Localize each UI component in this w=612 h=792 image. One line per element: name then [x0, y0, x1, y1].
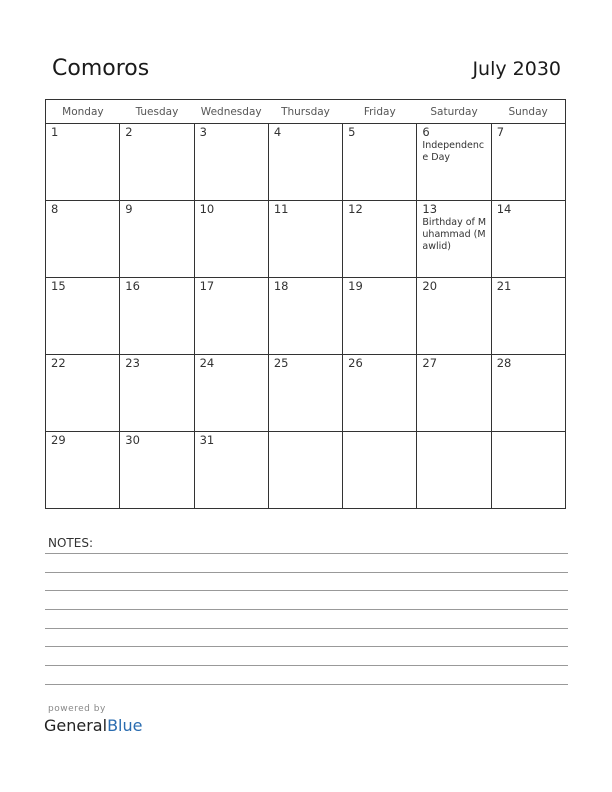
day-cell[interactable]: [120, 432, 194, 509]
day-cell[interactable]: [268, 124, 342, 201]
day-cell[interactable]: [417, 278, 491, 355]
day-cell[interactable]: [120, 355, 194, 432]
note-line: [45, 684, 568, 685]
day-number: 13: [422, 202, 438, 216]
day-cell[interactable]: [268, 355, 342, 432]
day-cell[interactable]: [491, 355, 565, 432]
day-number: 1: [51, 125, 59, 139]
day-number: 11: [273, 202, 289, 216]
day-number: 8: [51, 202, 59, 216]
day-number: 25: [273, 356, 289, 370]
brand-general-text: General: [44, 716, 108, 735]
day-number: 21: [496, 279, 512, 293]
weekday-header: Thursday: [268, 100, 342, 124]
day-cell[interactable]: [268, 432, 342, 509]
week-row: [46, 124, 566, 201]
day-cell[interactable]: [46, 355, 120, 432]
weekday-header: Tuesday: [120, 100, 194, 124]
weekday-header: Friday: [343, 100, 417, 124]
day-number: 29: [51, 433, 66, 447]
day-number: 9: [125, 202, 133, 216]
weekday-header: Sunday: [491, 100, 565, 124]
day-cell[interactable]: [268, 278, 342, 355]
day-cell[interactable]: [194, 201, 268, 278]
day-number: 28: [496, 356, 512, 370]
notes-label: NOTES:: [48, 536, 93, 550]
month-title: July 2030: [472, 58, 561, 80]
day-cell[interactable]: [343, 201, 417, 278]
day-cell[interactable]: [268, 201, 342, 278]
day-number: 19: [348, 279, 363, 293]
day-number: 10: [199, 202, 215, 216]
day-number: 26: [348, 356, 363, 370]
brand-blue-text: Blue: [107, 716, 143, 735]
day-cell[interactable]: [120, 201, 194, 278]
weekday-header: Monday: [46, 100, 120, 124]
note-line: [45, 572, 568, 573]
day-cell[interactable]: [46, 278, 120, 355]
note-line: [45, 609, 568, 610]
day-number: 2: [125, 125, 133, 139]
calendar-grid: [45, 99, 566, 509]
week-row: [46, 278, 566, 355]
note-line: [45, 665, 568, 666]
weekday-header-row: [46, 100, 566, 124]
weekday-header: Saturday: [417, 100, 491, 124]
day-cell[interactable]: [46, 432, 120, 509]
day-number: 7: [496, 125, 505, 139]
day-cell[interactable]: [46, 124, 120, 201]
day-cell[interactable]: [417, 355, 491, 432]
note-line: [45, 646, 568, 647]
day-cell[interactable]: [491, 432, 565, 509]
day-number: 12: [348, 202, 363, 216]
day-cell[interactable]: [194, 278, 268, 355]
day-cell[interactable]: [194, 124, 268, 201]
day-cell[interactable]: [343, 432, 417, 509]
holiday-label: Birthday of Muhammad (Mawlid): [422, 217, 487, 252]
day-number: 30: [125, 433, 140, 447]
day-number: 16: [125, 279, 140, 293]
day-cell[interactable]: [491, 124, 565, 201]
day-cell[interactable]: [194, 355, 268, 432]
holiday-label: Independence Day: [422, 140, 485, 163]
day-number: 5: [348, 125, 356, 139]
day-number: 17: [199, 279, 215, 293]
note-line: [45, 553, 568, 554]
note-line: [45, 628, 568, 629]
day-cell[interactable]: [343, 355, 417, 432]
day-cell[interactable]: [120, 124, 194, 201]
day-cell[interactable]: [491, 278, 565, 355]
week-row: [46, 201, 566, 278]
day-cell[interactable]: [120, 278, 194, 355]
day-number: 15: [51, 279, 66, 293]
powered-by-text: powered by: [48, 704, 106, 714]
day-cell[interactable]: [194, 432, 268, 509]
day-number: 4: [273, 125, 282, 139]
day-number: 18: [273, 279, 289, 293]
week-row: [46, 355, 566, 432]
day-number: 3: [199, 125, 207, 139]
day-number: 14: [496, 202, 512, 216]
day-cell[interactable]: [343, 124, 417, 201]
day-number: 31: [199, 433, 215, 447]
weekday-header: Wednesday: [194, 100, 268, 124]
day-number: 6: [422, 125, 430, 139]
day-cell[interactable]: [417, 124, 491, 201]
day-cell[interactable]: [491, 201, 565, 278]
day-cell[interactable]: [46, 201, 120, 278]
day-cell[interactable]: [343, 278, 417, 355]
week-row: [46, 432, 566, 509]
note-line: [45, 590, 568, 591]
brand-logo[interactable]: [44, 716, 142, 735]
day-cell[interactable]: [417, 432, 491, 509]
day-number: 23: [125, 356, 140, 370]
day-number: 24: [199, 356, 215, 370]
day-cell[interactable]: [417, 201, 491, 278]
day-number: 20: [422, 279, 438, 293]
country-title: Comoros: [52, 56, 150, 81]
day-number: 27: [422, 356, 438, 370]
day-number: 22: [51, 356, 66, 370]
